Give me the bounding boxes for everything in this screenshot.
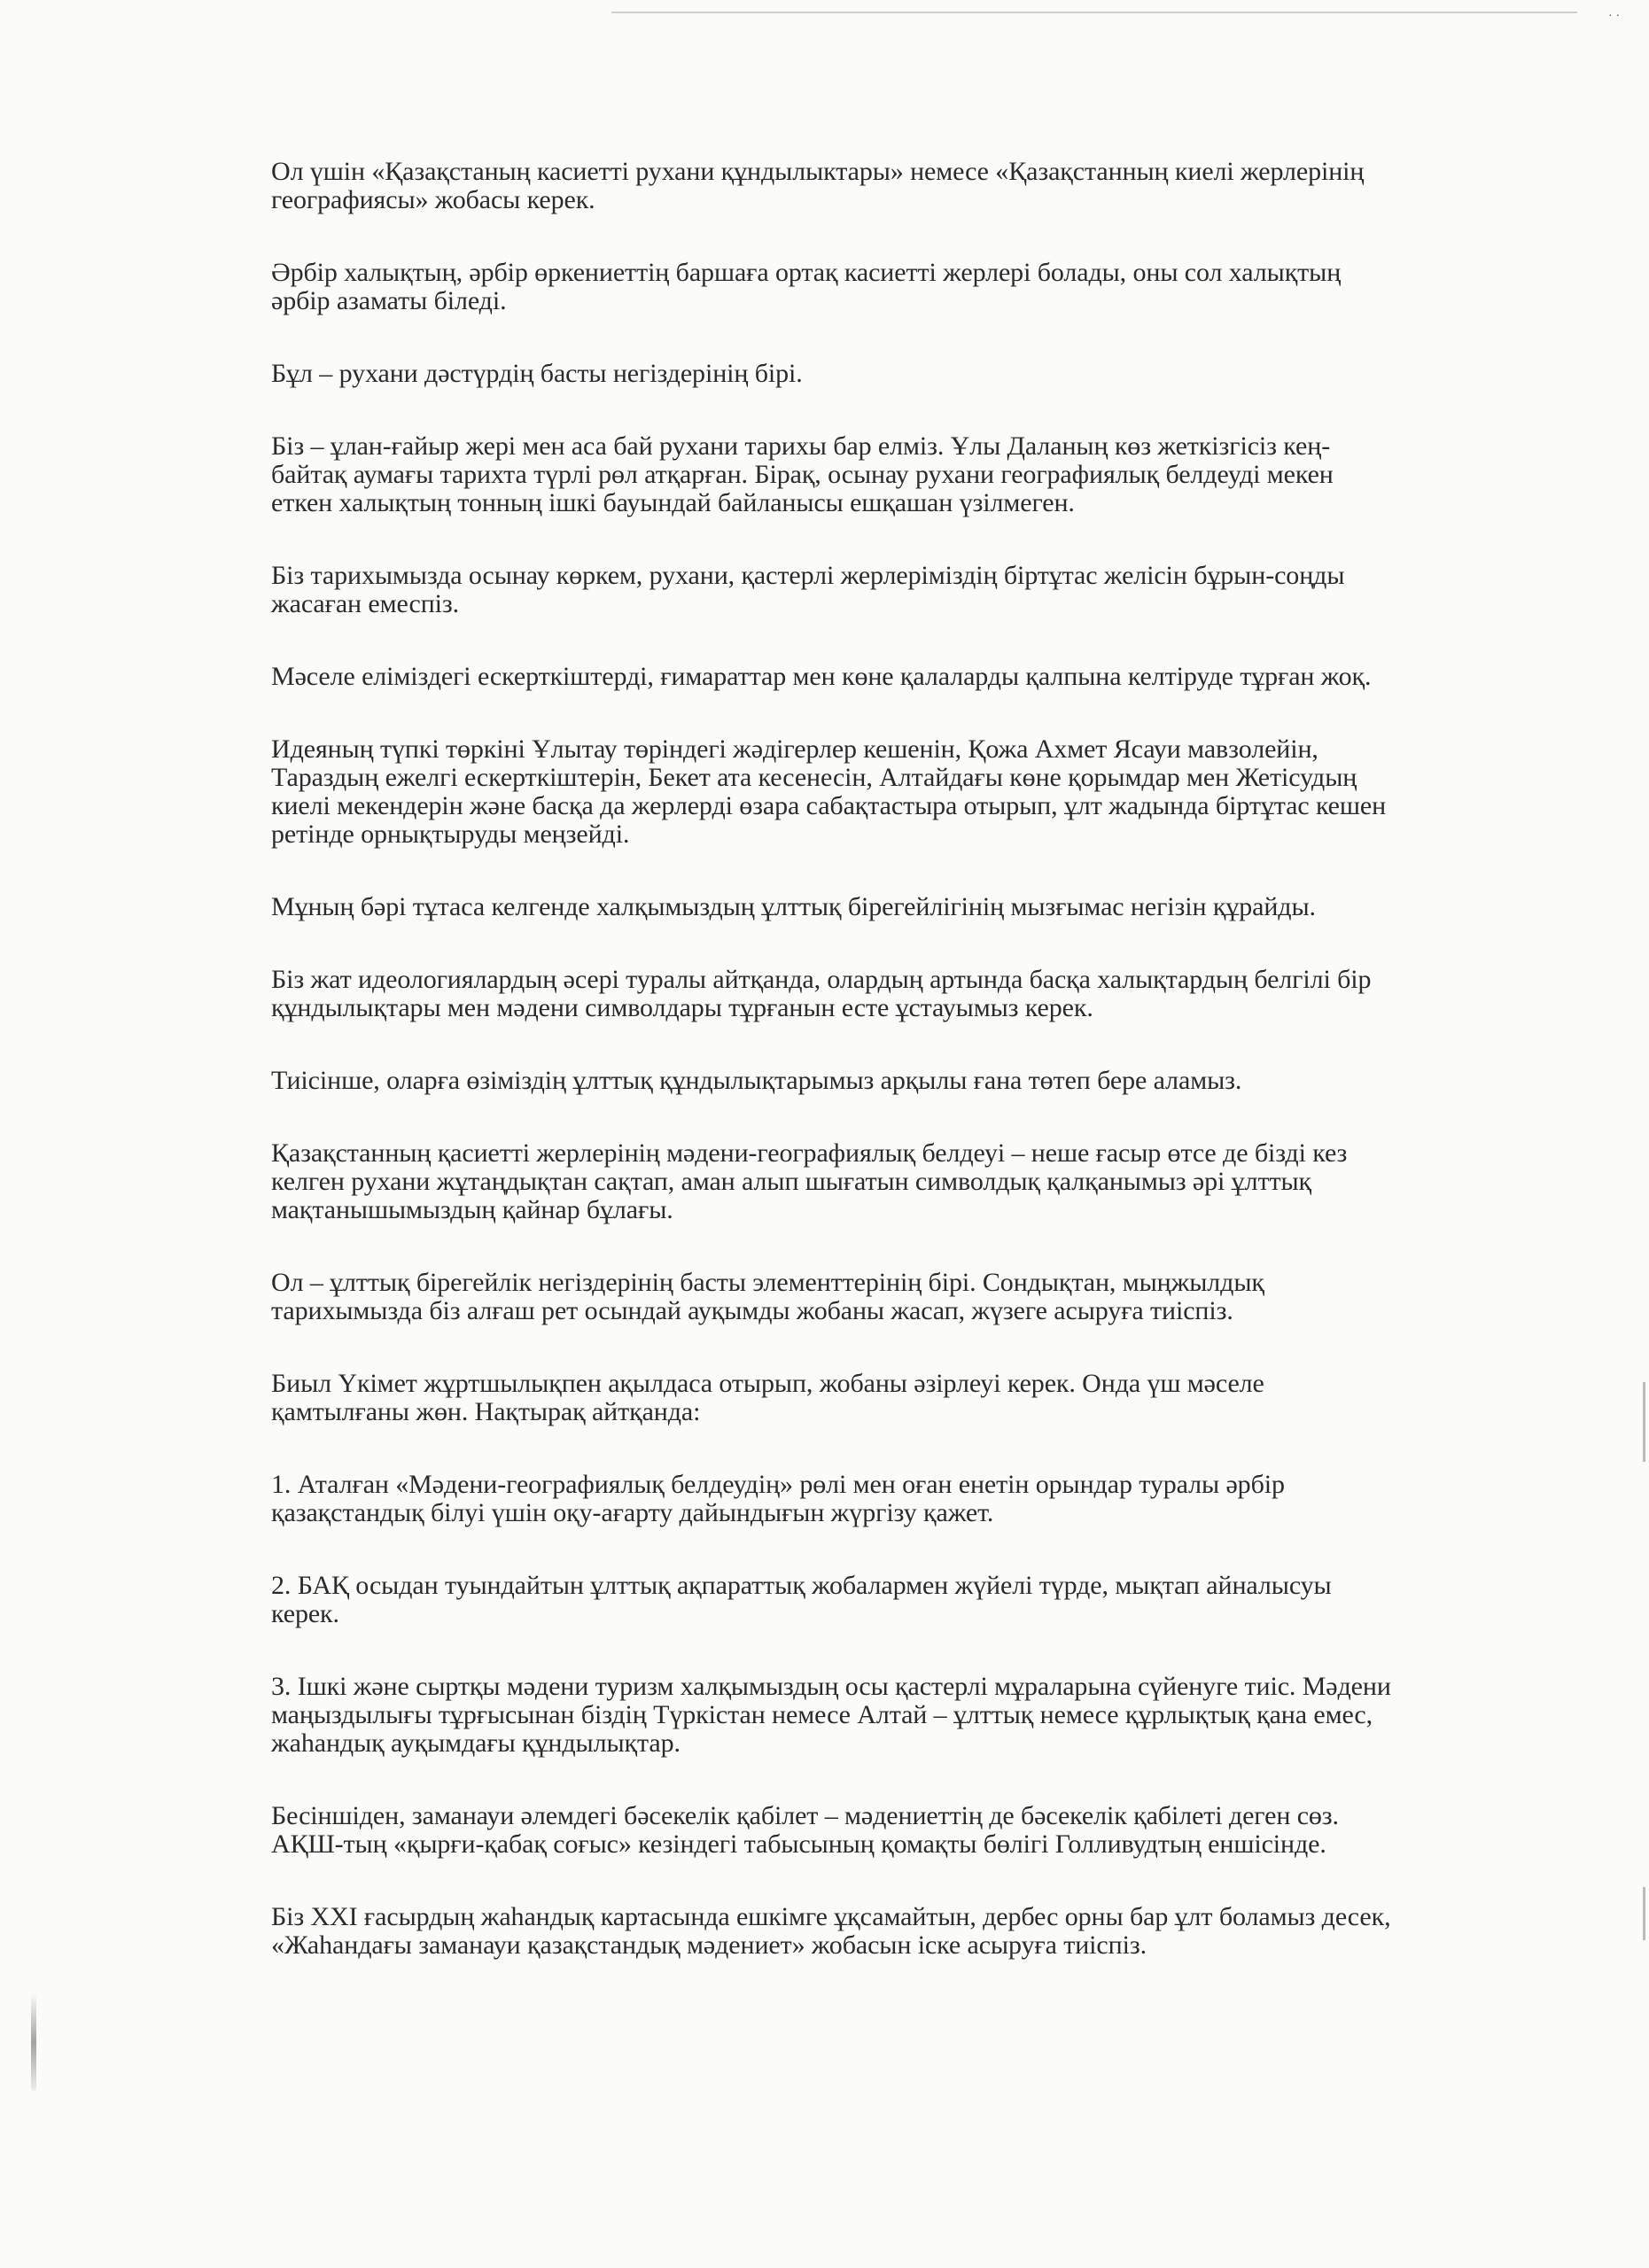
scan-left-edge-artifact bbox=[31, 1993, 36, 2091]
scan-edge-line bbox=[611, 12, 1577, 13]
document-page bbox=[271, 158, 1529, 2004]
paragraph-11: Қазақстанның қасиетті жерлерінің мәдени-географиялық белдеуі – неше ғасыр өтсе де бізді кез келген рухани жұтаңдықтан сақтап, аман алып шығатын символдық қалқанымыз әрі ұлттық мақтанышымыздың қайнар бұлағы. bbox=[271, 1138, 1348, 1224]
paragraph-6: Мәселе еліміздегі ескерткіштерді, ғимараттар мен көне қалаларды қалпына келтіруде тұрған жоқ. bbox=[271, 662, 1372, 691]
paragraph-14: Бесіншіден, заманауи әлемдегі бәсекелік қабілет – мәдениеттің де бәсекелік қабілеті деген сөз. АҚШ-тың «қырғи-қабақ соғыс» кезіндегі табысының қомақты бөлігі Голливудтың еншісінде. bbox=[271, 1801, 1339, 1859]
paragraph-2: Әрбір халықтың, әрбір өркениеттің баршаға ортақ касиетті жерлері болады, оны сол халықтың әрбір азаматы біледі. bbox=[271, 258, 1342, 315]
list-item-3: 3. Ішкі және сыртқы мәдени туризм халқымыздың осы қастерлі мұраларына сүйенуге тиіс. Мәдени маңыздылығы тұрғысынан біздің Түркістан немесе Алтай – ұлттық немесе құрлықтық қана емес, жаһандық ауқымдағы құндылықтар. bbox=[271, 1672, 1391, 1758]
list-item-1: 1. Аталған «Мәдени-географиялық белдеудің» рөлі мен оған енетін орындар туралы әрбір қазақстандық білуі үшін оқу-ағарту дайындығын жүргізу қажет. bbox=[271, 1470, 1285, 1527]
paragraph-15: Біз XXI ғасырдың жаһандық картасында ешкімге ұқсамайтын, дербес орны бар ұлт боламыз десек, «Жаһандағы заманауи қазақстандық мәдениет» жобасын іске асыруға тиіспіз. bbox=[271, 1902, 1391, 1960]
paragraph-7: Идеяның түпкі төркіні Ұлытау төріндегі жәдігерлер кешенін, Қожа Ахмет Ясауи мавзолейін, Тараздың ежелгі ескерткіштерін, Бекет ата кесенесін, Алтайдағы көне қорымдар мен Жетісудың киелі мекендерін және басқа да жерлерді өзара сабақтастыра отырып, ұлт жадында біртұтас кешен ретінде орнықтыруды меңзейді. bbox=[271, 734, 1387, 849]
scan-right-edge-artifact bbox=[1643, 1382, 1645, 1462]
paragraph-9: Біз жат идеологиялардың әсері туралы айтқанда, олардың артында басқа халықтардың белгілі бір құндылықтары мен мәдени символдары тұрғанын есте ұстауымыз керек. bbox=[271, 965, 1372, 1022]
paragraph-12: Ол – ұлттық бірегейлік негіздерінің басты элементтерінің бірі. Сондықтан, мыңжылдық тарихымызда біз алғаш рет осындай ауқымды жобаны жасап, жүзеге асыруға тиіспіз. bbox=[271, 1268, 1264, 1325]
paragraph-5: Біз тарихымызда осынау көркем, рухани, қастерлі жерлеріміздің біртұтас желісін бұрын-соңды жасаған емеспіз. bbox=[271, 561, 1345, 618]
paragraph-1: Ол үшін «Қазақстаның касиетті рухани құндылыктары» немесе «Қазақстанның киелі жерлерінің географиясы» жобасы керек. bbox=[271, 157, 1365, 214]
paragraph-4: Біз – ұлан-ғайыр жері мен аса бай рухани тарихы бар елміз. Ұлы Даланың көз жеткізгісіз кең- байтақ аумағы тарихта түрлі рөл атқарған. Бірақ, осынау рухани географиялық белдеуді мекен еткен халықтың тонның ішкі бауындай байланысы ешқашан үзілмеген. bbox=[271, 431, 1334, 517]
list-item-2: 2. БАҚ осыдан туындайтын ұлттық ақпараттық жобалармен жүйелі түрде, мықтап айналысуы керек. bbox=[271, 1571, 1332, 1628]
paragraph-8: Мұның бәрі тұтаса келгенде халқымыздың ұлттық бірегейлігінің мызғымас негізін құрайды. bbox=[271, 892, 1316, 921]
paragraph-10: Тиісінше, оларға өзіміздің ұлттық құндылықтарымыз арқылы ғана төтеп бере аламыз. bbox=[271, 1066, 1242, 1095]
paragraph-3: Бұл – рухани дәстүрдің басты негіздерінің бірі. bbox=[271, 359, 803, 388]
scan-corner-mark: · · bbox=[1608, 7, 1621, 21]
scan-right-edge-artifact bbox=[1643, 1887, 1645, 1940]
paragraph-13: Биыл Үкімет жұртшылықпен ақылдаса отырып, жобаны әзірлеуі керек. Онда үш мәселе қамтылғаны жөн. Нақтырақ айтқанда: bbox=[271, 1369, 1264, 1426]
